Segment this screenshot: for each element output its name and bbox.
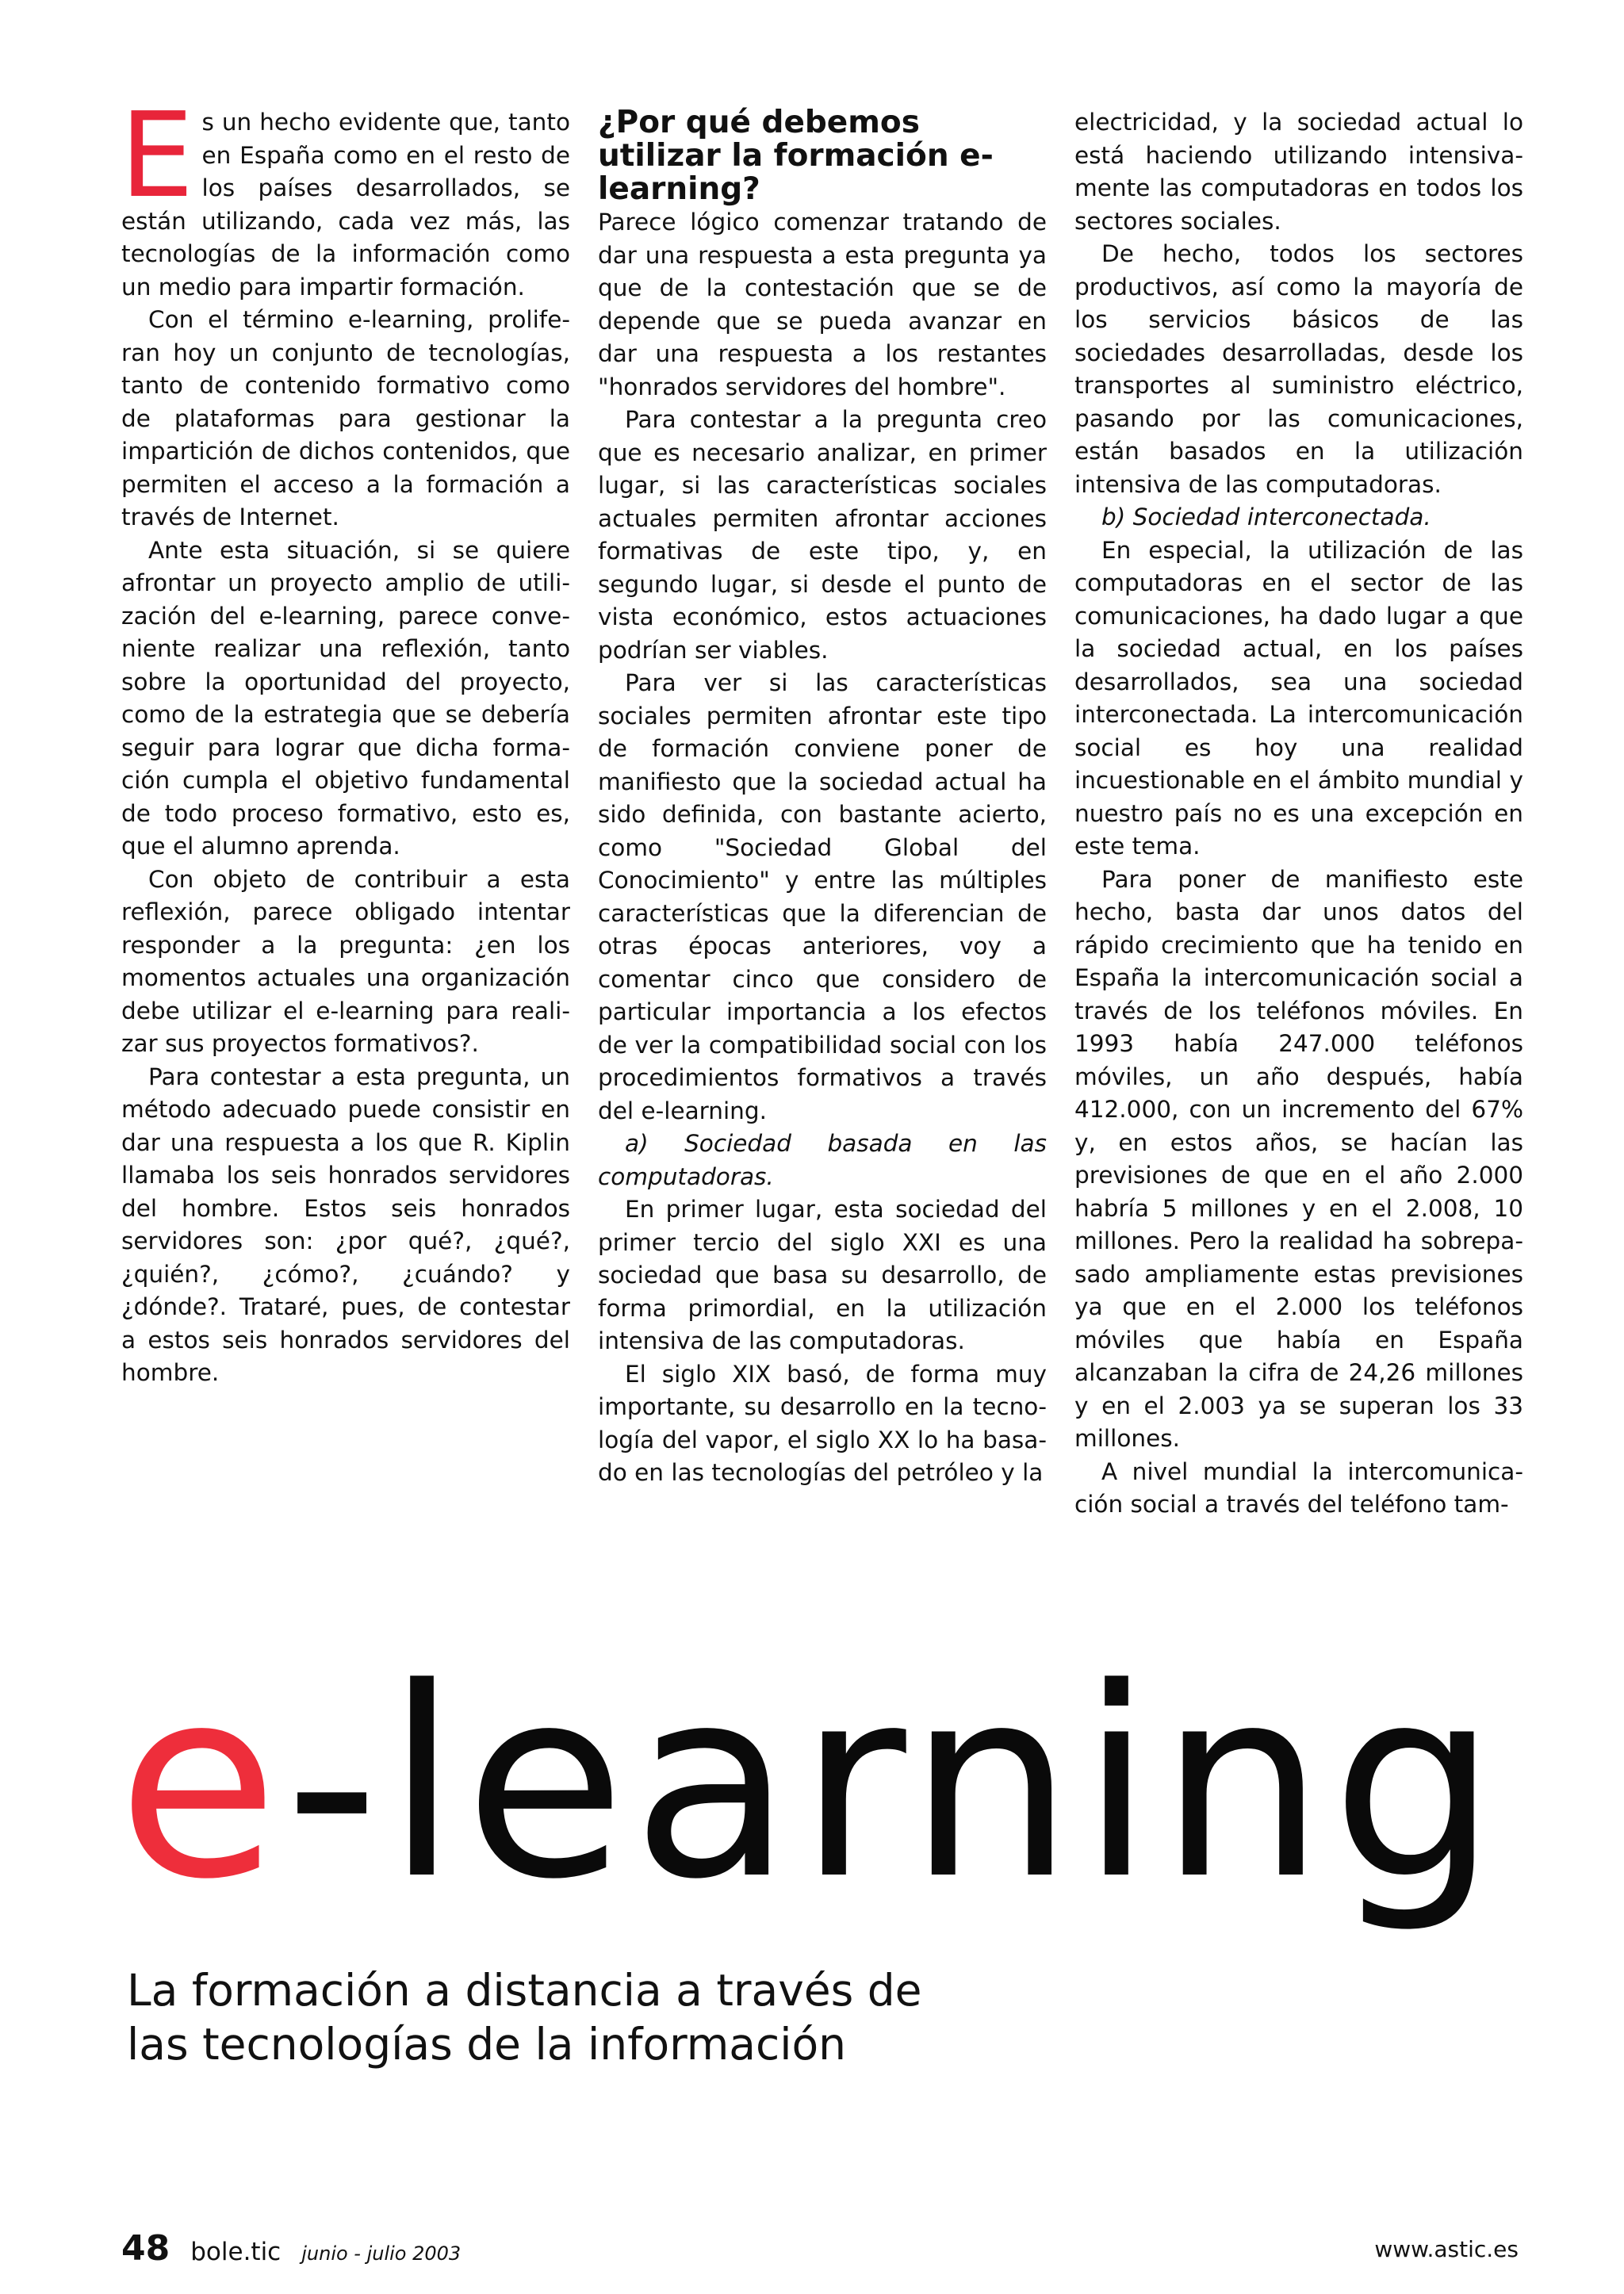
page-subtitle	[127, 1963, 1158, 2071]
article-column-3	[1074, 106, 1523, 1522]
paragraph: Para contestar a la pregunta creo que es necesario analizar, en primer lugar, si las características sociales actuales permiten afrontar acciones formativas de este tipo, y, en segundo lugar, si desde el punto de vista económico, estos actuaciones podrían ser viables.	[598, 406, 1047, 664]
paragraph	[120, 87, 570, 304]
paragraph-text: s un hecho evidente que, tanto en España como en el resto de los países desarrollados, se están utilizando, cada vez más, las tecnologías de la información como un medio para impartir formación.	[121, 109, 570, 301]
article-column-2	[598, 106, 1047, 1490]
title-accent: e	[117, 1632, 285, 1936]
website-link[interactable]: www.astic.es	[1374, 2236, 1519, 2262]
publication-date: junio - julio 2003	[301, 2242, 462, 2265]
page-number: 48	[121, 2228, 170, 2269]
paragraph: Para ver si las características sociales permiten afrontar este tipo de formación conviene poner de manifiesto que la sociedad actual ha sido definida, con bastante acierto, como "Sociedad Global del Conocimiento" y entre las múltiples características que la diferencian de otras épocas anteriores, voy a comentar cinco que considero de particular importancia a los efectos de ver la compatibilidad social con los procedimientos formativos a través del e-learning.	[598, 669, 1047, 1124]
publication-name: bole.tic	[190, 2238, 282, 2266]
subsection-label: a) Sociedad basada en las computadoras.	[598, 1130, 1047, 1190]
footer-left	[121, 2228, 461, 2269]
subtitle-line-2: las tecnologías de la información	[127, 2019, 847, 2070]
paragraph: electricidad, y la sociedad actual lo está haciendo utilizando intensivamente las computadoras en todos los sectores sociales.	[1074, 109, 1523, 235]
paragraph: A nivel mundial la intercomunicación social a través del teléfono tam-	[1074, 1457, 1523, 1518]
dropcap: E	[120, 87, 194, 224]
article-column-1	[120, 87, 570, 1390]
paragraph: En especial, la utilización de las computadoras en el sector de las comunicaciones, ha dado lugar a que la sociedad actual, en los países desarrollados, sea una sociedad interconectada. La intercomunicación social es hoy una realidad incuestionable en el ámbito mundial y nuestro país no es una excepción en este tema.	[1074, 536, 1523, 860]
section-heading: ¿Por qué debemos utilizar la formación e-learning?	[598, 105, 994, 207]
paragraph: Parece lógico comenzar tratando de dar una respuesta a esta pregunta ya que de la contestación que se de depende que se pueda avanzar en dar una respuesta a los restantes "honrados servidores del hombre".	[598, 209, 1047, 400]
title-rest: -learning	[285, 1632, 1504, 1936]
paragraph: Con el término e-learning, proliferan hoy un conjunto de tecnologías, tanto de contenido formativo como de plataformas para gestionar la impartición de dichos contenidos, que permiten el acceso a la formación a través de Internet.	[121, 306, 570, 530]
paragraph: El siglo XIX basó, de forma muy importante, su desarrollo en la tecnología del vapor, el siglo XX lo ha basado en las tecnologías del petróleo y la	[598, 1360, 1047, 1486]
paragraph: Para poner de manifiesto este hecho, basta dar unos datos del rápido crecimiento que ha tenido en España la intercomunicación social a través de los teléfonos móviles. En 1993 había 247.000 teléfonos móviles, un año después, había 412.000, con un incremento del 67% y, en estos años, se hacían las previsiones de que en el año 2.000 habría 5 millones y en el 2.008, 10 millones. Pero la realidad ha sobrepasado ampliamente estas previsiones ya que en el 2.000 los teléfonos móviles que había en España alcanzaban la cifra de 24,26 millones y en el 2.003 ya se superan los 33 millones.	[1074, 865, 1523, 1452]
page-title	[117, 1632, 1504, 1936]
subsection-label: b) Sociedad interconectada.	[1101, 504, 1431, 530]
paragraph: Ante esta situación, si se quiere afrontar un proyecto amplio de utilización del e-learning, parece conveniente realizar una reflexión, tanto sobre la oportunidad del proyecto, como de la estrategia que se debería seguir para lograr que dicha formación cumpla el objetivo fundamental de todo proceso formativo, esto es, que el alumno aprenda.	[121, 536, 570, 860]
paragraph: De hecho, todos los sectores productivos, así como la mayoría de los servicios básicos de las sociedades desarrolladas, desde los transportes al suministro eléctrico, pasando por las comunicaciones, están basados en la utilización intensiva de las computadoras.	[1074, 240, 1523, 498]
paragraph: Con objeto de contribuir a esta reflexión, parece obligado intentar responder a la pregunta: ¿en los momentos actuales una organización debe utilizar el e-learning para realizar sus proyectos formativos?.	[121, 865, 570, 1057]
paragraph: Para contestar a esta pregunta, un método adecuado puede consistir en dar una respuesta a los que R. Kiplin llamaba los seis honrados servidores del hombre. Estos seis honrados servidores son: ¿por qué?, ¿qué?, ¿quién?, ¿cómo?, ¿cuándo? y ¿dónde?. Trataré, pues, de contestar a estos seis honrados servidores del hombre.	[121, 1063, 570, 1386]
subtitle-line-1: La formación a distancia a través de	[127, 1965, 922, 2016]
paragraph: En primer lugar, esta sociedad del primer tercio del siglo XXI es una sociedad que basa su desarrollo, de forma primordial, en la utilización intensiva de las computadoras.	[598, 1196, 1047, 1354]
